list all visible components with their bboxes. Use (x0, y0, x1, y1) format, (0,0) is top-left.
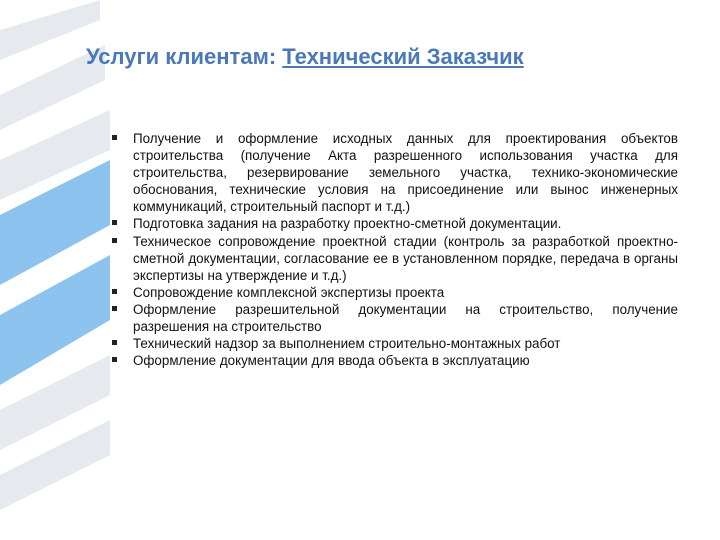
square-bullet-icon (112, 238, 117, 243)
list-item-text: Техническое сопровождение проектной стадии (контроль за разработкой проектно-сметной документации, согласование ее в установленном порядке, передача в органы экспертизы на утверждение и т.д.) (133, 233, 678, 283)
list-item (112, 284, 678, 301)
list-item (112, 301, 678, 335)
title-link: Технический Заказчик (282, 44, 524, 69)
square-bullet-icon (112, 220, 117, 225)
square-bullet-icon (112, 135, 117, 140)
services-list (112, 130, 678, 369)
list-item (112, 233, 678, 284)
list-item (112, 335, 678, 352)
list-item-text: Получение и оформление исходных данных для проектирования объектов строительства (получение Акта разрешенного использования участка для строительства, резервирование земельного участка, технико-экономические обоснования, технические условия на присоединение или вынос инженерных коммуникаций, строительный паспорт и т.д.) (133, 131, 678, 215)
list-item (112, 215, 678, 232)
list-item (112, 130, 678, 215)
list-item (112, 352, 678, 369)
stripe-gray-1 (0, 0, 100, 60)
square-bullet-icon (112, 289, 117, 294)
square-bullet-icon (112, 357, 117, 362)
decorative-stripes (0, 0, 130, 540)
slide-title (86, 44, 524, 70)
list-item-text: Сопровождение комплексной экспертизы проекта (133, 284, 445, 300)
square-bullet-icon (112, 306, 117, 311)
list-item-text: Подготовка задания на разработку проектно-сметной документации. (133, 216, 562, 232)
title-prefix: Услуги клиентам: (86, 44, 283, 69)
square-bullet-icon (112, 340, 117, 345)
list-item-text: Технический надзор за выполнением строительно-монтажных работ (133, 336, 561, 352)
list-item-text: Оформление документации для ввода объекта в эксплуатацию (133, 353, 530, 369)
list-item-text: Оформление разрешительной документации на строительство, получение разрешения на строительство (133, 301, 678, 335)
